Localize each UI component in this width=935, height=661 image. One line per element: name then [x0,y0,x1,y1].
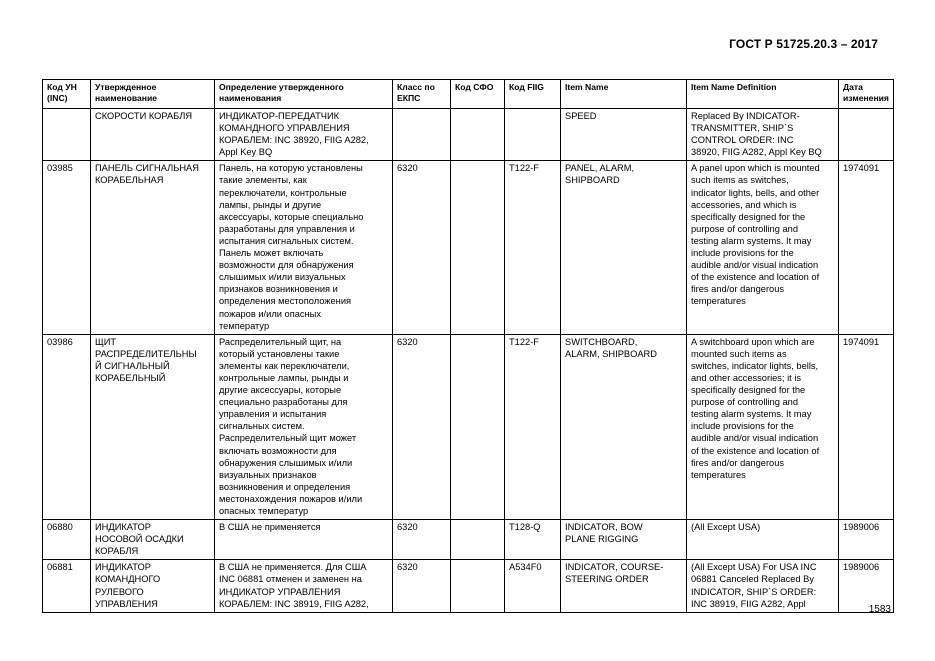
classification-table [42,79,894,613]
cell-fiig: T128-Q [505,520,561,560]
cell-definition: В США не применяется [215,520,393,560]
cell-item-name: PANEL, ALARM, SHIPBOARD [561,161,687,334]
table-row [43,334,894,519]
cell-item-definition: A switchboard upon which are mounted such items as switches, indicator lights, bells, and other accessories; it is specifically designed for the purpose of controlling and testing alarm systems. It may include provisions for the audible and/or visual indication of the existence and location of fires and/or dangerous temperatures [687,334,839,519]
cell-date: 1974091 [839,161,894,334]
cell-item-definition: A panel upon which is mounted such items as switches, indicator lights, bells, and other accessories, and which is specifically designed for the purpose of controlling and testing alarm systems. It may include provisions for the audible and/or visual indication of the existence and location of fires and/or dangerous temperatures [687,161,839,334]
column-header-class: Класс по ЕКПС [393,80,451,109]
cell-item-name: SPEED [561,109,687,161]
cell-item-definition: (All Except USA) [687,520,839,560]
cell-class: 6320 [393,334,451,519]
cell-item-name: INDICATOR, COURSE- STEERING ORDER [561,560,687,612]
cell-inc: 03986 [43,334,91,519]
cell-item-definition: Replaced By INDICATOR- TRANSMITTER, SHIP`S CONTROL ORDER: INC 38920, FIIG A282, Appl Key BQ [687,109,839,161]
cell-sfo [451,560,505,612]
cell-inc: 06881 [43,560,91,612]
cell-definition: Панель, на которую установлены такие элементы, как переключатели, контрольные лампы, рынды и другие аксессуары, которые специально разработаны для управления и испытания сигнальных систем. Панель может включать возможности для обнаружения слышимых и/или визуальных признаков возникновения и определения местоположения пожаров и/или опасных температур [215,161,393,334]
table-header-row [43,80,894,109]
table-row [43,109,894,161]
cell-class: 6320 [393,560,451,612]
cell-fiig: T122-F [505,161,561,334]
cell-item-name: SWITCHBOARD, ALARM, SHIPBOARD [561,334,687,519]
cell-fiig [505,109,561,161]
cell-definition: ИНДИКАТОР-ПЕРЕДАТЧИК КОМАНДНОГО УПРАВЛЕНИЯ КОРАБЛЕМ: INC 38920, FIIG A282, Appl Key BQ [215,109,393,161]
column-header-sfo: Код СФО [451,80,505,109]
cell-definition: Распределительный щит, на который установлены такие элементы как переключатели, контрольные лампы, рынды и другие аксессуары, которые специально разработаны для управления и испытания сигнальных систем. Распределительный щит может включать возможности для обнаружения слышимых и/или визуальных признаков возникновения и определения местонахождения пожаров и/или опасных температур [215,334,393,519]
cell-item-definition: (All Except USA) For USA INC 06881 Canceled Replaced By INDICATOR, SHIP`S ORDER: INC 38919, FIIG A282, Appl [687,560,839,612]
table-row [43,560,894,612]
cell-date [839,109,894,161]
cell-class [393,109,451,161]
document-standard-header: ГОСТ Р 51725.20.3 – 2017 [729,37,878,51]
column-header-inc: Код УН (INC) [43,80,91,109]
table-row [43,161,894,334]
cell-approved-name: ЩИТ РАСПРЕДЕЛИТЕЛЬНЫ Й СИГНАЛЬНЫЙ КОРАБЕЛЬНЫЙ [91,334,215,519]
page-number: 1583 [868,604,891,615]
cell-approved-name: ИНДИКАТОР НОСОВОЙ ОСАДКИ КОРАБЛЯ [91,520,215,560]
cell-sfo [451,161,505,334]
cell-date: 1974091 [839,334,894,519]
cell-sfo [451,109,505,161]
cell-fiig: T122-F [505,334,561,519]
cell-item-name: INDICATOR, BOW PLANE RIGGING [561,520,687,560]
cell-date: 1989006 [839,520,894,560]
column-header-fiig: Код FIIG [505,80,561,109]
cell-sfo [451,520,505,560]
cell-class: 6320 [393,161,451,334]
column-header-definition: Определение утвержденного наименования [215,80,393,109]
cell-definition: В США не применяется. Для США INC 06881 отменен и заменен на ИНДИКАТОР УПРАВЛЕНИЯ КОРАБЛЕМ: INC 38919, FIIG A282, [215,560,393,612]
column-header-item-definition: Item Name Definition [687,80,839,109]
cell-inc: 06880 [43,520,91,560]
cell-fiig: A534F0 [505,560,561,612]
cell-approved-name: ПАНЕЛЬ СИГНАЛЬНАЯ КОРАБЕЛЬНАЯ [91,161,215,334]
cell-inc: 03985 [43,161,91,334]
cell-inc [43,109,91,161]
cell-approved-name: СКОРОСТИ КОРАБЛЯ [91,109,215,161]
cell-sfo [451,334,505,519]
cell-approved-name: ИНДИКАТОР КОМАНДНОГО РУЛЕВОГО УПРАВЛЕНИЯ [91,560,215,612]
cell-class: 6320 [393,520,451,560]
table-row [43,520,894,560]
column-header-date: Дата изменения [839,80,894,109]
column-header-approved-name: Утвержденное наименование [91,80,215,109]
cell-date: 1989006 [839,560,894,612]
column-header-item-name: Item Name [561,80,687,109]
